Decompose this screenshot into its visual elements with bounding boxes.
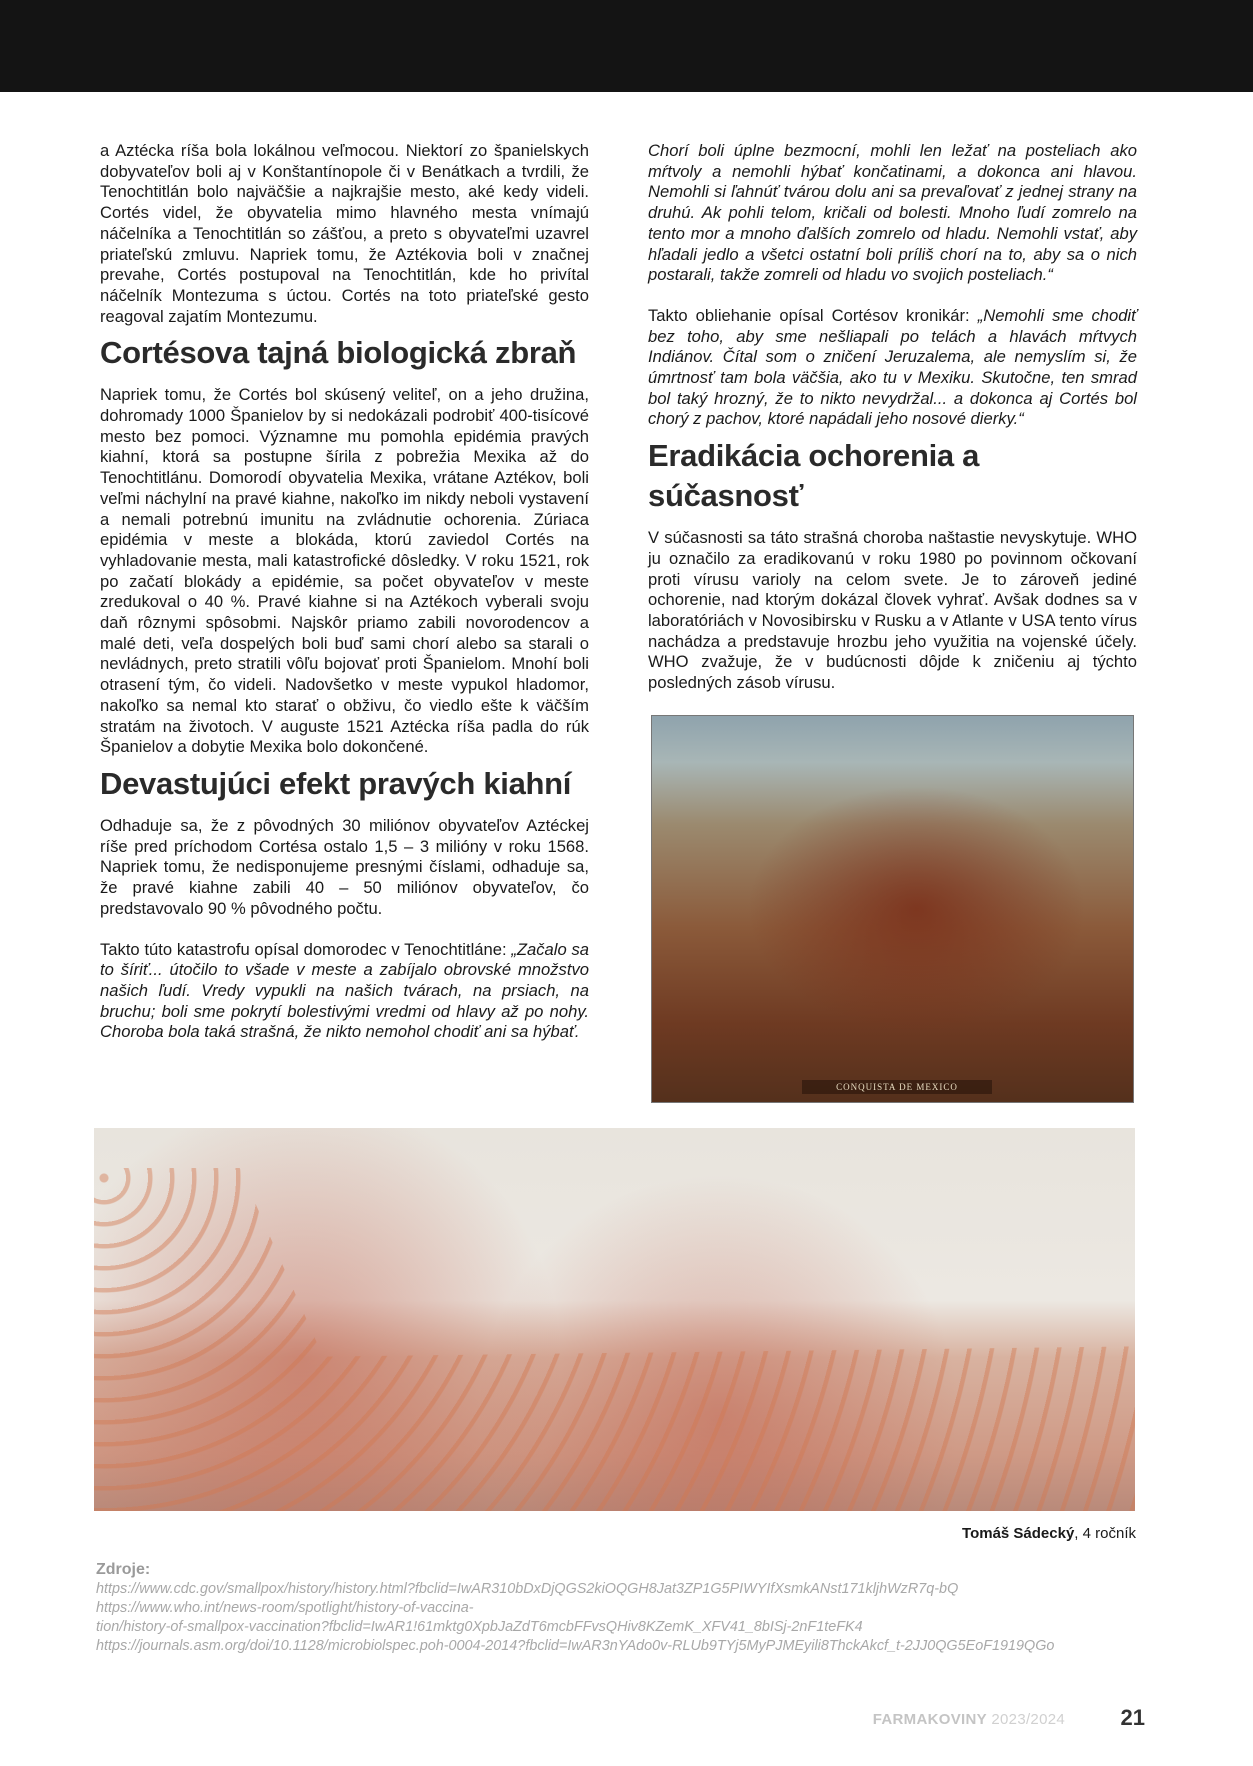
source-link[interactable]: https://www.cdc.gov/smallpox/history/history.html?fbclid=IwAR310bDxDjQGS2kiOQGH8Jat3ZP1G5PIWYIfXsmkANst171kljhWzR7q-bQ [96, 1581, 959, 1597]
section-heading: Cortésova tajná biologická zbraň [100, 335, 577, 371]
left-column [100, 141, 589, 1043]
smallpox-leg-photo [94, 1128, 1135, 1511]
source-link[interactable]: https://www.who.int/news-room/spotlight/history-of-vaccina- [96, 1600, 474, 1616]
paragraph: V súčasnosti sa táto strašná choroba naštastie nevyskytuje. WHO ju označilo za eradikovanú v roku 1980 po povinnom očkovaní proti vírusu varioly na celom svete. Je to zároveň jediné ochorenie, nad ktorým dokázal človek vyhrať. Avšak dodnes sa v laboratóriách v Novosibirsku v Rusku a v Atlante v USA tento vírus nachádza a predstavuje hrozbu jeho využitia na vojenské účely. WHO zvažuje, že v budúcnosti dôjde k zničeniu aj týchto posledných zásob vírusu. [648, 528, 1137, 693]
paragraph: Napriek tomu, že Cortés bol skúsený veliteľ, on a jeho družina, dohromady 1000 Španielov by si nedokázali podrobiť 400-tisícové mesto bez pomoci. Významne mu pomohla epidémia pravých kiahní, ktorá sa postupne šírila z pobrežia Mexika až do Tenochtitlánu. Domorodí obyvatelia Mexika, vrátane Aztékov, boli veľmi náchylní na pravé kiahne, nakoľko im nikdy neboli vystavení a nemali potrebnú imunitu na zvládnutie ochorenia. Zúriaca epidémia v meste a blokáda, ktorú zaviedol Cortés na vyhladovanie mesta, mali katastrofické dôsledky. V roku 1521, rok po začatí blokády a epidémie, sa počet obyvateľov v meste zredukoval o 40 %. Pravé kiahne si na Aztékoch vyberali svoju daň rôznymi spôsobmi. Najskôr priamo zabili novorodencov a malé deti, veľa dospelých boli buď sami chorí alebo sa starali o nevládnych, preto stratili vôľu bojovať proti Španielom. Mnohí boli otrasení tým, čo videli. Nadovšetko v meste vypukol hladomor, nakoľko sa nemal kto starať o obživu, čo viedlo ešte k väčším stratám na životoch. V auguste 1521 Aztécka ríša padla do rúk Španielov a dobytie Mexika bolo dokončené. [100, 385, 589, 757]
leg-rash-overlay [94, 1168, 1135, 1511]
quote-paragraph [100, 940, 589, 1044]
quote-intro: Takto túto katastrofu opísal domorodec v Tenochtitláne: [100, 939, 512, 959]
quote-text: „Nemohli sme chodiť bez toho, aby sme nešliapali po telách a hlavách mŕtvych Indiánov. Čítal som o zničení Jeruzalema, ale nemyslím si, že úmrtnosť tam bola väčšia, ako tu v Mexiku. Skutočne, ten smrad bol taký hrozný, že to nikto nevydržal... a dokonca aj Cortés bol chorý z pachov, ktoré napádali jeho nosové dierky.“ [648, 305, 1137, 429]
paragraph: a Aztécka ríša bola lokálnou veľmocou. Niektorí zo španielskych dobyvateľov boli aj v Konštantínopole či v Benátkach a tvrdili, že Tenochtitlán bolo najväčšie a najkrajšie mesto, aké kedy videli. Cortés videl, že obyvatelia mimo hlavného mesta vnímajú náčelníka a Tenochtitlán so zášťou, a preto s obyvateľmi uzavrel priateľskú zmluvu. Napriek tomu, že Aztékovia boli v značnej prevahe, Cortés postupoval na Tenochtitlán, kde ho privítal náčelník Montezuma s úctou. Cortés na toto priateľské gesto reagoval zajatím Montezumu. [100, 141, 589, 326]
author-name: Tomáš Sádecký [962, 1525, 1075, 1542]
page-number: 21 [1120, 1705, 1145, 1730]
magazine-year: 2023/2024 [986, 1711, 1065, 1728]
conquest-painting-image [651, 715, 1134, 1103]
quote-text: „Začalo sa to šíriť... útočilo to všade v meste a zabíjalo obrovské množstvo našich ľudí. Vredy vypukli na našich tvárach, na prsiach, na bruchu; boli sme pokrytí bolestivými vredmi od hlavy až po nohy. Choroba bola taká strašná, že nikto nemohol chodiť ani sa hýbať. [100, 939, 589, 1042]
painting-inscription: CONQUISTA DE MEXICO [802, 1080, 992, 1094]
quote-intro: Takto obliehanie opísal Cortésov kronikár: [648, 305, 978, 325]
quote-paragraph [648, 306, 1137, 430]
source-link[interactable]: tion/history-of-smallpox-vaccination?fbclid=IwAR1!61mktg0XpbJaZdT6mcbFFvsQHiv8KZemK_XFV41_8bISj-2nF1teFK4 [96, 1619, 863, 1635]
paragraph: Odhaduje sa, že z pôvodných 30 miliónov obyvateľov Aztéckej ríše pred príchodom Cortésa ostalo 1,5 – 3 milióny v roku 1568. Napriek tomu, že nedisponujeme presnými číslami, odhaduje sa, že pravé kiahne zabili 40 – 50 miliónov obyvateľov, čo predstavovalo 90 % pôvodného počtu. [100, 815, 589, 918]
source-link[interactable]: https://journals.asm.org/doi/10.1128/microbiolspec.poh-0004-2014?fbclid=IwAR3nYAdo0v-RLUb9TYj5MyPJMEyili8ThckAkcf_t-2JJ0QG5EoF1919QGo [96, 1638, 1055, 1654]
magazine-title: FARMAKOVINY [872, 1711, 987, 1728]
top-bar [0, 0, 1253, 92]
right-column [648, 141, 1137, 694]
sources-block [96, 1560, 1146, 1656]
section-heading: Eradikácia ochorenia a súčasnosť [648, 438, 980, 514]
section-heading: Devastujúci efekt pravých kiahní [100, 765, 572, 801]
magazine-name [873, 1710, 1065, 1730]
author-credit [962, 1524, 1136, 1544]
quote-paragraph: Chorí boli úplne bezmocní, mohli len ležať na posteliach ako mŕtvoly a nemohli hýbať končatinami, a dokonca ani hlavou. Nemohli si ľahnúť tvárou dolu ani sa prevaľovať z jednej strany na druhú. Ak pohli telom, kričali od bolesti. Mnoho ľudí zomrelo na tento mor a mnoho ďalších zomrelo od hladu. Nemohli vstať, aby hľadali jedlo a všetci ostatní boli príliš chorí na to, aby sa o nich postarali, takže zomreli od hladu vo svojich posteliach.“ [648, 141, 1137, 285]
sources-label: Zdroje: [96, 1561, 151, 1578]
author-year: , 4 ročník [1074, 1525, 1136, 1542]
